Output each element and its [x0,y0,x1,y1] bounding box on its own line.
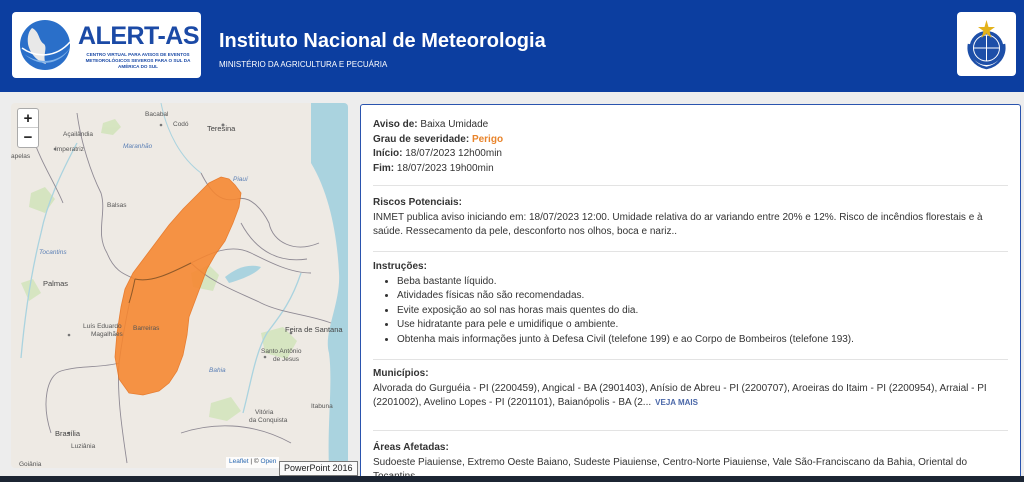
map-label-barreiras: Barreiras [133,325,160,332]
alert-map[interactable] [11,103,348,468]
map-label-piaui: Piauí [233,176,248,183]
logo-subtitle: CENTRO VIRTUAL PARA AVISOS DE EVENTOS METEOROLÓGICOS SEVEROS PARA O SUL DA AMÉRICA DO SUL [85,52,191,69]
inicio-row [373,147,1008,162]
map-label-luziania: Luziânia [71,443,96,450]
veja-mais-link[interactable]: VEJA MAIS [655,398,698,407]
ministry-subtitle: MINISTÉRIO DA AGRICULTURA E PECUÁRIA [219,60,388,69]
severidade-label: Grau de severidade: [373,133,470,145]
osm-link[interactable]: Open [260,458,277,465]
map-label-magalhaes: Magalhães [91,331,123,338]
map-label-itabuna: Itabuna [311,403,333,410]
map-label-maranhao: Maranhão [123,143,153,150]
os-taskbar [0,476,1024,482]
logo-title-left: ALERT [78,22,158,50]
inicio-value: 18/07/2023 12h00min [405,148,502,159]
zoom-control [17,108,39,148]
map-label-da-conquista: da Conquista [249,417,288,424]
riscos-text: INMET publica aviso iniciando em: 18/07/2023 12:00. Umidade relativa do ar variando entre 20% e 12%. Risco de incêndios florestais e à saúde. Ressecamento da pele, desconforto nos olhos, boca e nariz.. [373,211,983,237]
leaflet-link[interactable]: Leaflet [229,458,249,465]
map-label-apelas: apelas [11,153,31,160]
aviso-row [373,118,1008,133]
map-label-brasilia: Brasília [55,429,81,438]
zoom-out-button[interactable]: − [23,129,33,146]
municipios-title: Municípios: [373,368,429,379]
attribution-separator: | © [248,458,261,465]
areas-text: Sudoeste Piauiense, Extremo Oeste Baiano, Sudeste Piauiense, Centro-Norte Piauiense, Vale São-Franciscano da Bahia, Oriental do [373,456,968,468]
map-label-codo: Codó [173,121,189,128]
fim-value: 18/07/2023 19h00min [396,162,494,174]
os-tooltip: PowerPoint 2016 [279,461,358,476]
map-label-feira-de-santana: Feira de Santana [285,325,343,334]
map-label-bacabal: Bacabal [145,111,169,118]
globe-icon [18,18,72,72]
municipios-text: Alvorada do Gurguéia - PI (2200459), Angical - BA (2901403), Anísio de Abreu - PI (2200707), Aroeiras do Itaim - PI (2200954), Arraial - PI (2201002), Avelino Lopes - PI (2201101), Baianópolis - BA (2... [373,382,987,408]
instrucoes-list [397,275,1008,348]
divider [373,359,1008,360]
list-item: • Atividades físicas não são recomendadas. [397,289,1008,304]
riscos-section [373,196,1008,240]
divider [373,430,1008,431]
logo-title-dash: - [157,22,166,50]
instrucoes-section [373,260,1008,347]
map-label-palmas: Palmas [43,279,69,288]
list-item: • Use hidratante para pele e umidifique o ambiente. [397,318,1008,333]
list-item: • Obtenha mais informações junto à Defesa Civil (telefone 199) e ao Corpo de Bombeiros (telefone 193). [397,333,1008,348]
severity-badge: Perigo [471,133,504,145]
alert-summary [373,118,1008,176]
page-title: Instituto Nacional de Meteorologia [219,30,546,52]
list-item: • Beba bastante líquido. [397,275,1008,290]
site-header [0,0,1024,92]
municipios-text-wrap [373,382,1008,411]
inicio-label: Início: [373,148,403,159]
map-label-santo-antonio: Santo Antônio [261,348,302,355]
fim-label: Fim: [373,162,395,174]
map-label-tocantins: Tocantins [39,249,67,256]
wmo-emblem-icon [957,12,1016,76]
logo-title [78,22,199,51]
alert-details-panel [360,104,1021,482]
wmo-logo[interactable] [957,12,1016,76]
logo-title-right: AS [165,22,200,50]
map-label-vitoria: Vitória [255,409,274,416]
zoom-in-button[interactable]: + [18,109,38,128]
map-label-luis-eduardo: Luís Eduardo [83,323,122,330]
instrucoes-title: Instruções: [373,261,427,272]
areas-title: Áreas Afetadas: [373,442,449,453]
severidade-row [373,133,1008,148]
divider [373,251,1008,252]
map-label-bahia: Bahia [209,367,226,374]
riscos-title: Riscos Potenciais: [373,197,462,208]
municipios-section [373,367,1008,411]
fim-row [373,162,1008,177]
map-label-goiania: Goiânia [19,461,42,468]
divider [373,185,1008,186]
alert-as-logo[interactable] [12,12,201,78]
map-label-balsas: Balsas [107,202,127,209]
map-label-teresina: Teresina [207,124,236,133]
list-item: • Evite exposição ao sol nas horas mais quentes do dia. [397,304,1008,319]
map-attribution [226,457,279,468]
aviso-label: Aviso de: [373,119,418,130]
map-label-imperatriz: Imperatriz [55,146,84,153]
map-label-acailandia: Açailândia [63,131,93,138]
aviso-value: Baixa Umidade [420,119,489,130]
map-label-de-jesus: de Jesus [273,356,300,363]
